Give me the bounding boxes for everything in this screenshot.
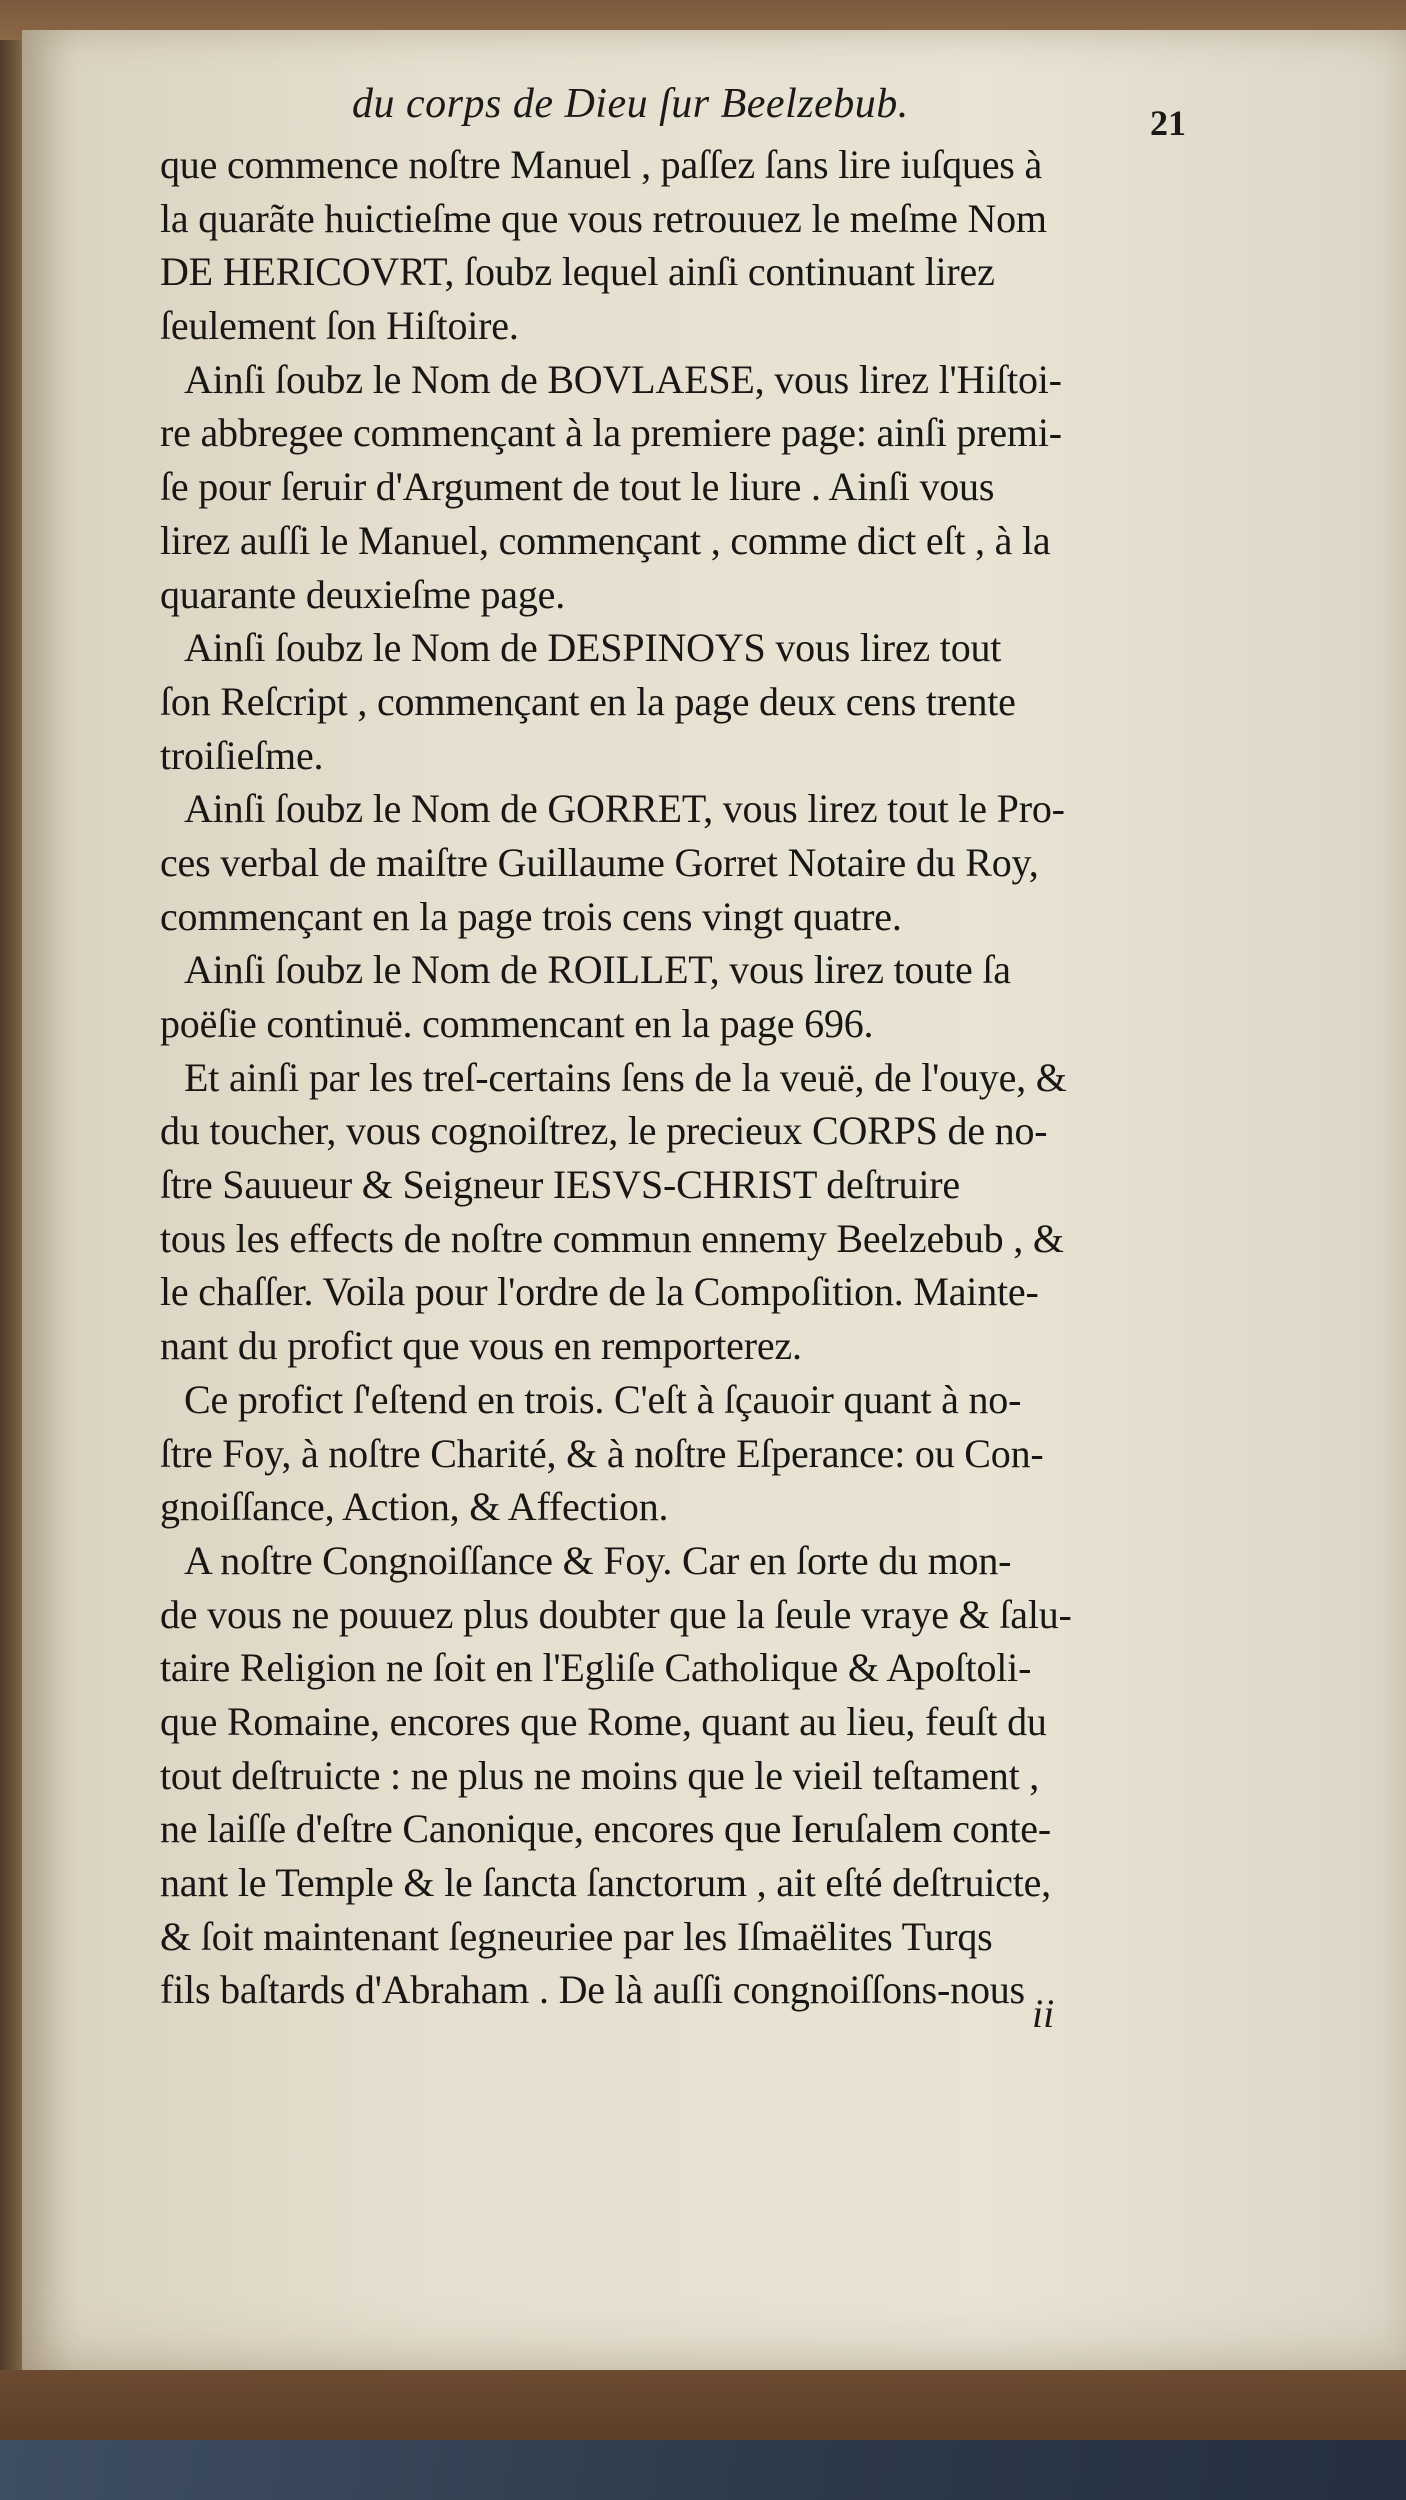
text-line: tous les effects de noſtre commun ennemy Beelzebub , & xyxy=(160,1215,1064,1261)
text-line: fils baſtards d'Abraham . De là auſſi congnoiſſons-nous xyxy=(160,1967,1025,2013)
text-line: quarante deuxieſme page. xyxy=(160,571,566,617)
text-line: nant le Temple & le ſancta ſanctorum , ait eſté deſtruicte, xyxy=(160,1860,1051,1905)
text-line: poëſie continuë. commencant en la page 696. xyxy=(160,1001,874,1046)
text-line: re abbregee commençant à la premiere page: ainſi premi- xyxy=(160,410,1062,456)
text-line: que commence noſtre Manuel , paſſez ſans lire iuſques à xyxy=(160,142,1043,187)
signature-mark: ii xyxy=(1032,1991,1055,2036)
text-line: Ce profict ſ'eſtend en trois. C'eſt à ſçauoir quant à no- xyxy=(184,1376,1022,1422)
text-line: troiſieſme. xyxy=(160,732,324,778)
text-line: lirez auſſi le Manuel, commençant , comme dict eſt , à la xyxy=(160,517,1051,563)
text-line: & ſoit maintenant ſegneuriee par les Iſmaëlites Turqs xyxy=(160,1913,993,1959)
cloth-surface xyxy=(0,2440,1406,2500)
text-line: commençant en la page trois cens vingt quatre. xyxy=(160,893,902,939)
text-line: de vous ne pouuez plus doubter que la ſeule vraye & ſalu- xyxy=(160,1591,1072,1637)
running-head: du corps de Dieu ſur Beelzebub. xyxy=(352,81,909,127)
text-line: taire Religion ne ſoit en l'Egliſe Catholique & Apoſtoli- xyxy=(160,1645,1032,1691)
text-line: Et ainſi par les treſ-certains ſens de la veuë, de l'ouye, & xyxy=(184,1054,1067,1100)
body-text xyxy=(160,138,1320,2017)
page-number: 21 xyxy=(1150,103,1186,143)
text-line: nant du profict que vous en remporterez. xyxy=(160,1323,802,1369)
text-line: le chaſſer. Voila pour l'ordre de la Compoſition. Mainte- xyxy=(160,1269,1039,1315)
text-line: ſon Reſcript , commençant en la page deux cens trente xyxy=(160,678,1016,724)
text-line: ſtre Foy, à noſtre Charité, & à noſtre Eſperance: ou Con- xyxy=(160,1430,1044,1476)
text-line: ſeulement ſon Hiſtoire. xyxy=(160,303,519,349)
text-line: Ainſi ſoubz le Nom de DESPINOYS vous lirez tout xyxy=(184,625,1002,671)
text-line: DE HERICOVRT, ſoubz lequel ainſi continuant lirez xyxy=(160,249,995,295)
text-line: ſtre Sauueur & Seigneur IESVS-CHRIST deſtruire xyxy=(160,1162,960,1208)
text-line: Ainſi ſoubz le Nom de BOVLAESE, vous lirez l'Hiſtoi- xyxy=(184,356,1062,402)
book-page xyxy=(22,30,1406,2380)
text-line: que Romaine, encores que Rome, quant au lieu, feuſt du xyxy=(160,1698,1047,1744)
text-line: ne laiſſe d'eſtre Canonique, encores que Ieruſalem conte- xyxy=(160,1806,1051,1852)
text-line: A noſtre Congnoiſſance & Foy. Car en ſorte du mon- xyxy=(184,1537,1012,1583)
text-line: ſe pour ſeruir d'Argument de tout le liure . Ainſi vous xyxy=(160,464,995,510)
text-line: du toucher, vous cognoiſtrez, le precieux CORPS de no- xyxy=(160,1108,1048,1154)
text-line: la quarãte huictieſme que vous retrouuez le meſme Nom xyxy=(160,195,1047,241)
text-line: ces verbal de maiſtre Guillaume Gorret Notaire du Roy, xyxy=(160,839,1039,885)
text-line: Ainſi ſoubz le Nom de GORRET, vous lirez tout le Pro- xyxy=(184,786,1065,832)
text-line: gnoiſſance, Action, & Affection. xyxy=(160,1484,669,1530)
text-line: tout deſtruicte : ne plus ne moins que le vieil teſtament , xyxy=(160,1752,1040,1798)
text-line: Ainſi ſoubz le Nom de ROILLET, vous lirez toute ſa xyxy=(184,947,1011,993)
